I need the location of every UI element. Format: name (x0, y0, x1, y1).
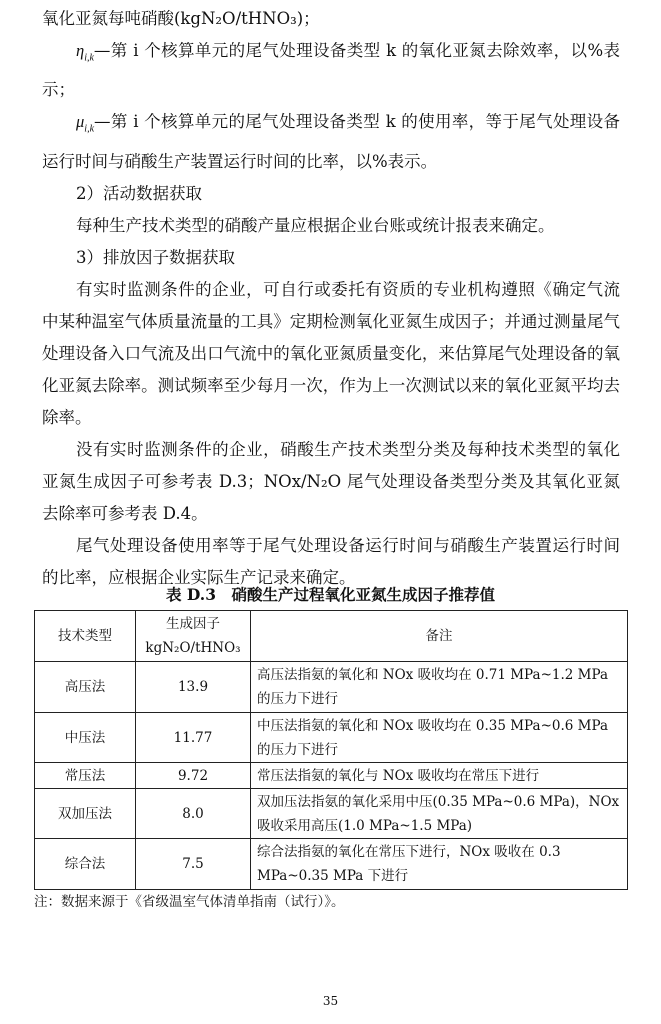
table-footnote: 注：数据来源于《省级温室气体清单指南（试行）》。 (34, 894, 345, 910)
cell-type: 综合法 (35, 839, 136, 890)
paragraph: 有实时监测条件的企业，可自行或委托有资质的专业机构遵照《确定气流中某种温室气体质量流量的工具》定期检测氧化亚氮生成因子；并通过测量尾气处理设备入口气流及出口气流中的氧化亚氮质量变化，来估算尾气处理设备的氧化亚氮去除率。测试频率至少每月一次，作为上一次测试以来的氧化亚氮平均去除率。 (42, 279, 620, 427)
header-factor (136, 611, 251, 662)
mu-symbol (76, 112, 95, 135)
mu-letter: μ (76, 112, 85, 132)
eta-letter: η (76, 41, 85, 60)
mu-subscript: i,k (84, 123, 95, 135)
header-factor-unit: kgN₂O/tHNO₃ (145, 640, 241, 656)
table-row (35, 839, 628, 890)
cell-type: 常压法 (35, 763, 136, 789)
eta-text: —第 i 个核算单元的尾气处理设备类型 k 的氧化亚氮去除效率，以%表示； (42, 41, 620, 100)
table-title: 表 D.3 硝酸生产过程氧化亚氮生成因子推荐值 (166, 585, 495, 604)
table-row (35, 763, 628, 789)
definition-eta (42, 35, 620, 106)
paragraph: 没有实时监测条件的企业，硝酸生产技术类型分类及每种技术类型的氧化亚氮生成因子可参考表 D.3；NOx/N₂O 尾气处理设备类型分类及其氧化亚氮去除率可参考表 D.4。 (42, 439, 620, 523)
cell-factor: 9.72 (136, 763, 251, 789)
section-heading: 3）排放因子数据获取 (76, 247, 235, 267)
cell-type: 双加压法 (35, 789, 136, 839)
table-row (35, 713, 628, 763)
paragraph: 每种生产技术类型的硝酸产量应根据企业台账或统计报表来确定。 (76, 215, 555, 235)
eta-subscript: i,k (84, 52, 94, 64)
page-number: 35 (322, 994, 339, 1008)
header-note: 备注 (251, 611, 628, 662)
cell-note: 综合法指氨的氧化在常压下进行，NOx 吸收在 0.3 MPa~0.35 MPa 下进行 (251, 839, 628, 890)
cell-note: 高压法指氨的氧化和 NOx 吸收均在 0.71 MPa~1.2 MPa 的压力下进行 (251, 662, 628, 713)
cell-note: 双加压法指氨的氧化采用中压(0.35 MPa~0.6 MPa)，NOx 吸收采用高压(1.0 MPa~1.5 MPa) (251, 789, 628, 839)
cell-note: 中压法指氨的氧化和 NOx 吸收均在 0.35 MPa~0.6 MPa 的压力下进行 (251, 713, 628, 763)
mu-text: —第 i 个核算单元的尾气处理设备类型 k 的使用率，等于尾气处理设备运行时间与硝酸生产装置运行时间的比率，以%表示。 (42, 112, 620, 171)
section-heading: 2）活动数据获取 (76, 183, 202, 203)
header-factor-line1: 生成因子 (166, 616, 220, 632)
table-header-row (35, 611, 628, 662)
cell-type: 中压法 (35, 713, 136, 763)
emission-factor-table (34, 610, 628, 890)
cell-factor: 13.9 (136, 662, 251, 713)
definition-mu (42, 106, 620, 177)
document-body (42, 3, 620, 594)
table-row (35, 789, 628, 839)
cell-factor: 11.77 (136, 713, 251, 763)
cell-type: 高压法 (35, 662, 136, 713)
cell-factor: 7.5 (136, 839, 251, 890)
table-row (35, 662, 628, 713)
cell-factor: 8.0 (136, 789, 251, 839)
eta-symbol (76, 41, 94, 64)
paragraph: 氧化亚氮每吨硝酸(kgN₂O/tHNO₃)； (42, 9, 320, 28)
paragraph: 尾气处理设备使用率等于尾气处理设备运行时间与硝酸生产装置运行时间的比率，应根据企业实际生产记录来确定。 (42, 535, 620, 587)
cell-note: 常压法指氨的氧化与 NOx 吸收均在常压下进行 (251, 763, 628, 789)
header-type: 技术类型 (35, 611, 136, 662)
